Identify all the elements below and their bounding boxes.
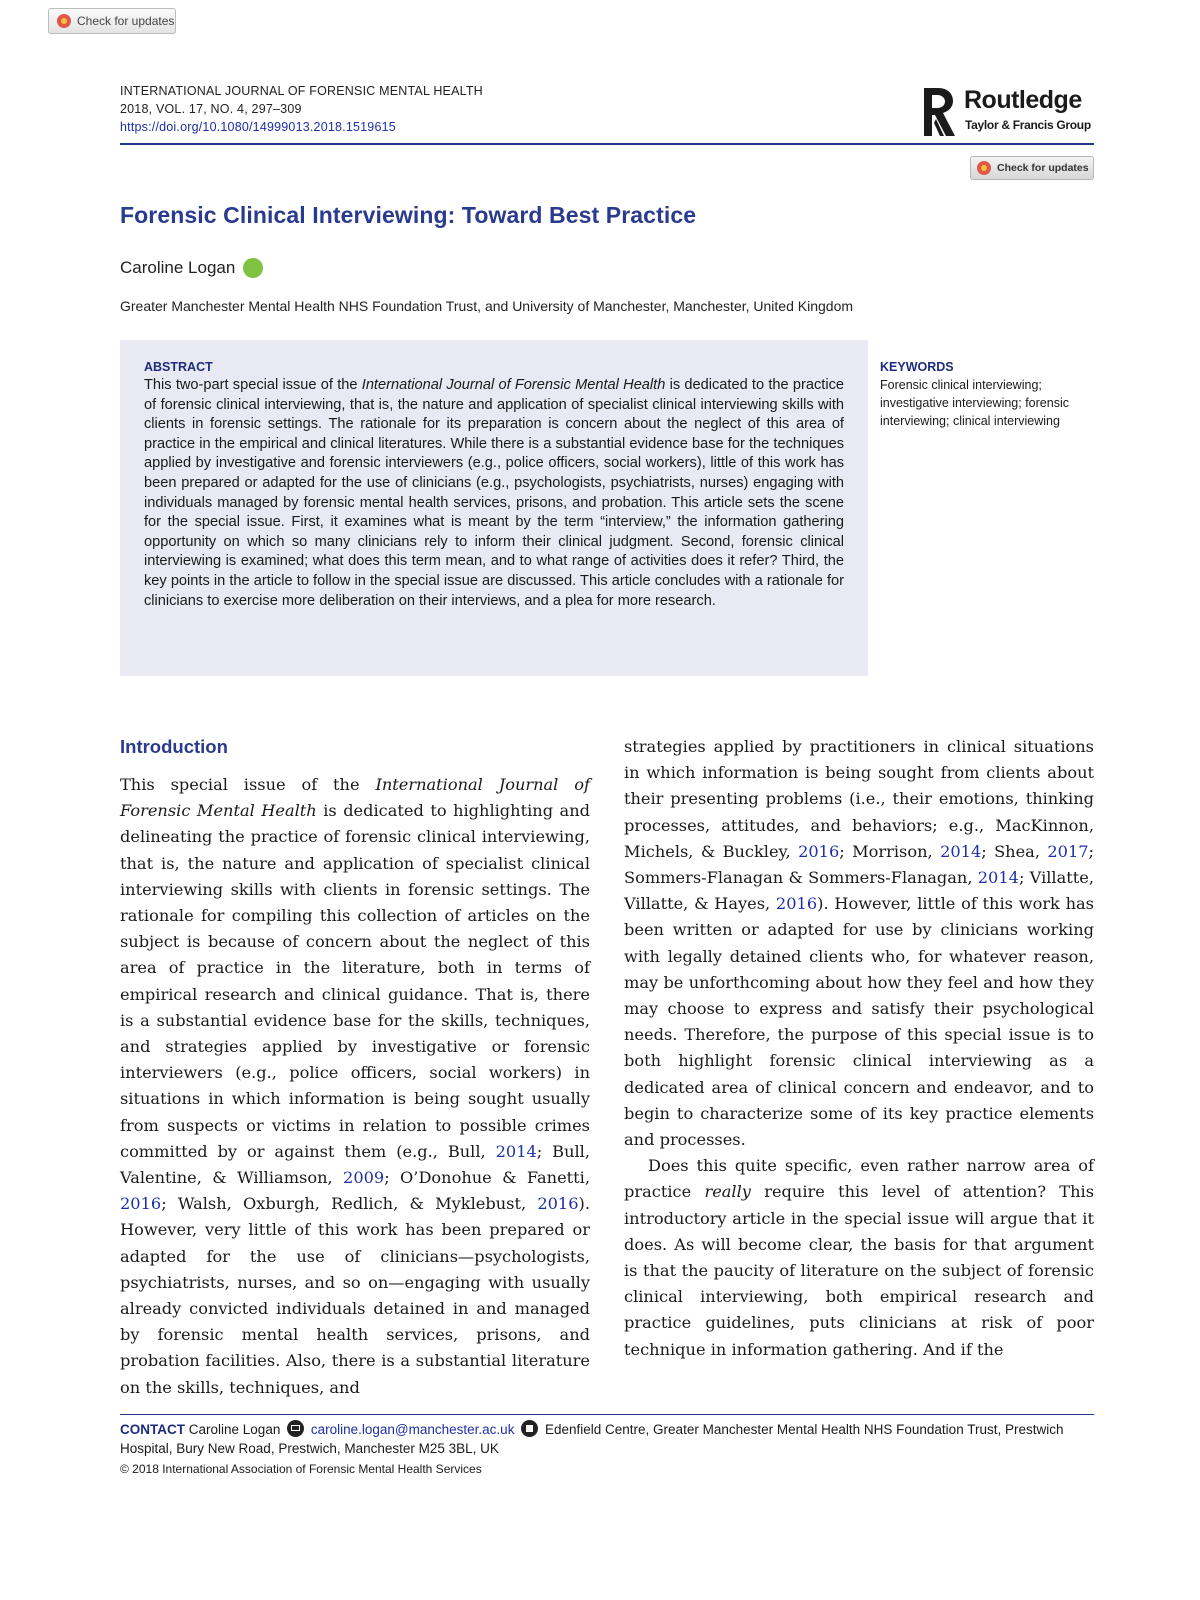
author-affiliation: Greater Manchester Mental Health NHS Foundation Trust, and University of Manchester, Manchester, United Kingdom bbox=[120, 298, 854, 314]
check-for-updates-button[interactable] bbox=[970, 156, 1094, 180]
check-for-updates-label: Check for updates bbox=[997, 162, 1089, 174]
publisher-group: Taylor & Francis Group bbox=[965, 118, 1091, 132]
citation-link[interactable]: 2016 bbox=[775, 894, 818, 914]
intro-paragraph-1: This special issue of the International Journal of Forensic Mental Health is dedicated to highlighting and delineating the practice of forensic clinical interviewing, that is, the nature and application of specialist clinical interviewing skills with clients in forensic settings. The rationale for compiling this collection of articles on the subject is because of concern about the neglect of this area of practice in the literature, both in terms of empirical research and clinical guidance. That is, there is a substantial evidence base for the skills, techniques, and strategies applied by investigative or forensic interviewers (e.g., police officers, social workers) in situations in which information is being sought usually from suspects or victims in relation to possible crimes committed by or against them (e.g., Bull, 2014; Bull, Valentine, & Williamson, 2009; O’Donohue & Fanetti, 2016; Walsh, Oxburgh, Redlich, & Myklebust, 2016). However, very little of this work has been prepared or adapted for the use of clinicians—psychologists, psychiatrists, nurses, and so on—engaging with usually already convicted individuals detained in and managed by forensic mental health services, prisons, and probation facilities. Also, there is a substantial literature on the skills, techniques, and bbox=[120, 775, 591, 1397]
body-column-right bbox=[624, 734, 1094, 1363]
citation-link[interactable]: 2009 bbox=[343, 1168, 385, 1188]
abstract-text: This two-part special issue of the International Journal of Forensic Mental Health is dedicated to the practice of forensic clinical interviewing, that is, the nature and application of specialist clinical interviewing skills with clients in forensic settings. The rationale for its preparation is concern about the neglect of this area of practice in the empirical and clinical literatures. While there is a substantial evidence base for the techniques applied by investigative and forensic interviewers (e.g., police officers, social workers), little of this work has been prepared or adapted for the use of clinicians (e.g., psychologists, psychiatrists, nurses) engaging with individuals managed by forensic mental health services, prisons, and probation. This article sets the scene for the special issue. First, it examines what is meant by the term “interview,” the information gathering opportunity on which so many clinicians rely to inform their clinical judgment. Second, forensic clinical interviewing is examined; what does this term mean, and to what range of activities does it refer? Third, the key points in the article to follow in the special issue are discussed. This article concludes with a rationale for clinicians to exercise more deliberation on their interviews, and a plea for more research. bbox=[144, 377, 844, 609]
journal-name: INTERNATIONAL JOURNAL OF FORENSIC MENTAL HEALTH bbox=[120, 84, 483, 98]
abstract-heading: ABSTRACT bbox=[144, 360, 213, 374]
routledge-r-logo-icon bbox=[922, 86, 958, 138]
contact-info bbox=[120, 1420, 1094, 1458]
doi-link[interactable]: https://doi.org/10.1080/14999013.2018.1519615 bbox=[120, 120, 396, 134]
crossmark-icon bbox=[977, 161, 991, 175]
check-for-updates-label: Check for updates bbox=[77, 14, 175, 28]
contact-email-link[interactable]: caroline.logan@manchester.ac.uk bbox=[310, 1422, 515, 1437]
crossmark-icon bbox=[57, 14, 71, 28]
citation-link[interactable]: 2016 bbox=[537, 1194, 579, 1214]
contact-address: Edenfield Centre, Greater Manchester Mental Health NHS Foundation Trust, Prestwich Hospital, Bury New Road, Prestwich, Manchester M25 3BL, UK bbox=[120, 1422, 1064, 1456]
citation-link[interactable]: 2014 bbox=[495, 1141, 537, 1161]
intro-paragraph-1-continued: strategies applied by practitioners in clinical situations in which information is being sought from clients about their presenting problems (i.e., their emotions, thinking processes, attitudes, and behaviors; e.g., MacKinnon, Michels, & Buckley, 2016; Morrison, 2014; Shea, 2017; Sommers-Flanagan & Sommers-Flanagan, 2014; Villatte, Villatte, & Hayes, 2016). However, little of this work has been written or adapted for use by clinicians working with legally detained clients who, for whatever reason, may be unforthcoming about how they feel and how they may choose to express and satisfy their psychological needs. Therefore, the purpose of this special issue is to both highlight forensic clinical interviewing as a dedicated area of clinical concern and endeavor, and to begin to characterize some of its key practice elements and processes. bbox=[624, 737, 1095, 1150]
citation-link[interactable]: 2016 bbox=[120, 1194, 162, 1214]
author-line bbox=[120, 258, 263, 278]
abstract-box bbox=[120, 340, 868, 676]
intro-paragraph-2: Does this quite specific, even rather narrow area of practice really require this level of attention? This introductory article in the special issue will argue that it does. As will become clear, the basis for that argument is that the paucity of literature on the subject of forensic clinical interviewing, both empirical research and practice guidelines, puts clinicians at risk of poor technique in information gathering. And if the bbox=[624, 1156, 1094, 1359]
check-for-updates-button-top[interactable] bbox=[48, 8, 176, 34]
citation-link[interactable]: 2014 bbox=[977, 868, 1019, 888]
publisher-logo bbox=[922, 86, 1100, 138]
citation-link[interactable]: 2017 bbox=[1047, 841, 1089, 861]
copyright: © 2018 International Association of Forensic Mental Health Services bbox=[120, 1462, 482, 1476]
header-rule bbox=[120, 143, 1094, 145]
citation-link[interactable]: 2016 bbox=[798, 841, 840, 861]
publisher-name: Routledge bbox=[964, 86, 1082, 114]
author-name: Caroline Logan bbox=[120, 258, 236, 277]
contact-name: Caroline Logan bbox=[188, 1422, 281, 1437]
journal-issue: 2018, VOL. 17, NO. 4, 297–309 bbox=[120, 102, 302, 116]
envelope-icon bbox=[287, 1420, 304, 1437]
home-icon bbox=[521, 1420, 538, 1437]
orcid-icon[interactable] bbox=[243, 258, 263, 278]
article-title: Forensic Clinical Interviewing: Toward Best Practice bbox=[120, 202, 697, 228]
keywords-heading: KEYWORDS bbox=[880, 360, 954, 374]
citation-link[interactable]: 2014 bbox=[940, 841, 982, 861]
contact-label: CONTACT bbox=[120, 1422, 185, 1437]
introduction-heading: Introduction bbox=[120, 736, 228, 757]
keywords-text: Forensic clinical interviewing; investigative interviewing; forensic interviewing; clinical interviewing bbox=[880, 378, 1069, 428]
body-column-left bbox=[120, 772, 590, 1401]
journal-info bbox=[120, 82, 483, 136]
keywords bbox=[880, 360, 1080, 430]
footer-rule bbox=[120, 1414, 1094, 1415]
